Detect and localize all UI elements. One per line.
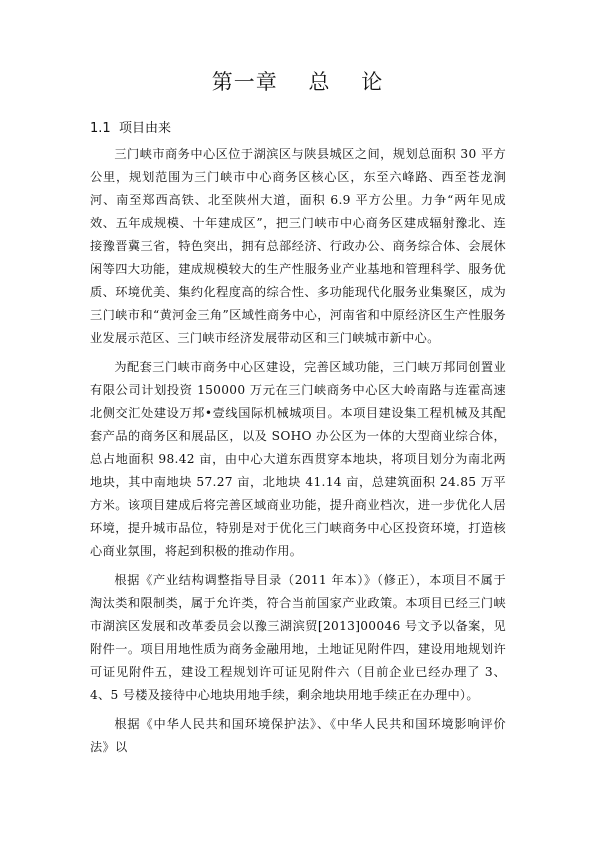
paragraph-project-investment: 为配套三门峡市商务中心区建设，完善区域功能，三门峡万邦同创置业有限公司计划投资 150000 万元在三门峡商务中心区大岭南路与连霍高速北侧交汇处建设万邦•壹线国际机械城项目。本项目建设集工程机械及其配套产品的商务区和展品区，以及 SOHO 办公区为一体的大型商业综合体，总占地面积 98.42 亩，由中心大道东西贯穿本地块，将项目划分为南北两地块，其中南地块 57.27 亩，北地块 41.14 亩，总建筑面积 24.85 万平方米。该项目建成后将完善区域商业功能，提升商业档次，进一步优化人居环境，提升城市品位，特别是对于优化三门峡商务中心区投资环境，打造核心商业氛围，将起到积极的推动作用。 <box>90 360 506 558</box>
paragraph-policy-compliance: 根据《产业结构调整指导目录（2011 年本）》（修正），本项目不属于淘汰类和限制类，属于允许类，符合当前国家产业政策。本项目已经三门峡市湖滨区发展和改革委员会以豫三湖滨贸[2013]00046 号文予以备案，见附件一。项目用地性质为商务金融用地，土地证见附件四，建设用地规划许可证见附件五，建设工程规划许可证见附件六（目前企业已经办理了 3、4、5 号楼及接待中心地块用地手续，剩余地块用地手续正在办理中）。 <box>90 573 506 702</box>
body-text <box>90 143 506 765</box>
section-heading: 1.1 项目由来 <box>90 121 171 136</box>
paragraph-project-background: 三门峡市商务中心区位于湖滨区与陕县城区之间，规划总面积 30 平方公里，规划范围为三门峡市中心商务区核心区，东至六峰路、西至苍龙涧河、南至郑西高铁、北至陕州大道，面积 6.9 平方公里。力争“两年见成效、五年成规模、十年建成区”，把三门峡市中心商务区建成辐射豫北、连接豫晋冀三省，特色突出，拥有总部经济、行政办公、商务综合体、会展休闲等四大功能，建成规模较大的生产性服务业产业基地和管理科学、服务优质、环境优美、集约化程度高的综合性、多功能现代化服务业集聚区，成为三门峡市和“黄河金三角”区域性商务中心，河南省和中原经济区生产性服务业发展示范区、三门峡市经济发展带动区和三门峡城市新中心。 <box>90 147 506 345</box>
chapter-title: 第一章 总 论 <box>211 70 384 94</box>
paragraph-legal-basis: 根据《中华人民共和国环境保护法》、《中华人民共和国环境影响评价法》以 <box>90 717 506 754</box>
